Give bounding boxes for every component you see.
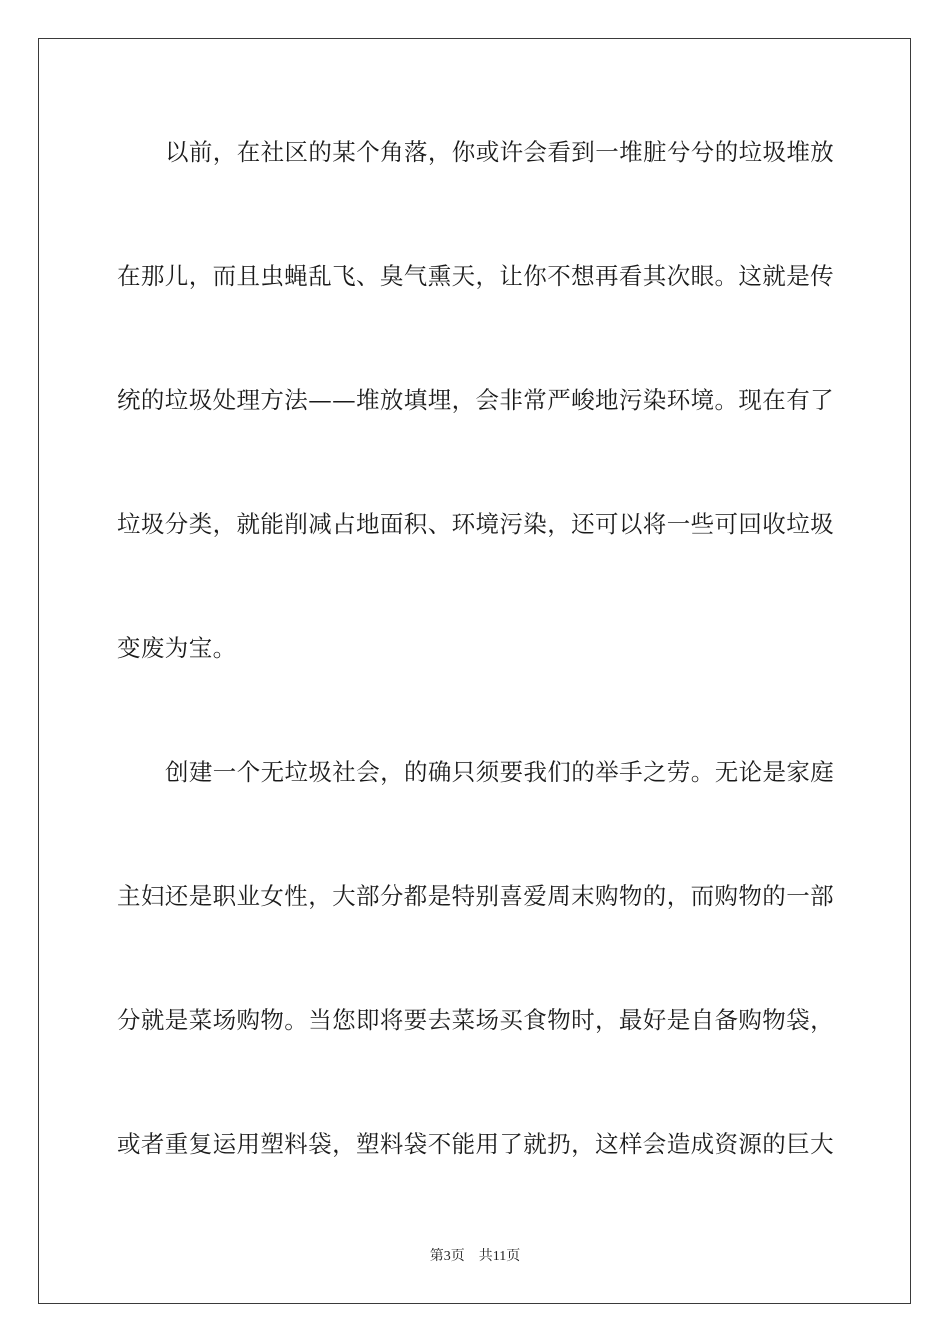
page-footer <box>0 1248 950 1266</box>
paragraph-2-line-2: 主妇还是职业女性，大部分都是特别喜爱周末购物的，而购物的一部 <box>117 882 834 910</box>
paragraph-2-line-4: 或者重复运用塑料袋，塑料袋不能用了就扔，这样会造成资源的巨大 <box>117 1130 834 1158</box>
page-number: 第3页 <box>429 1249 465 1264</box>
page-total: 共11页 <box>478 1249 521 1264</box>
paragraph-1-line-5: 变废为宝。 <box>117 634 237 662</box>
paragraph-1-line-3: 统的垃圾处理方法——堆放填埋，会非常严峻地污染环境。现在有了 <box>117 386 834 414</box>
paragraph-2-line-3: 分就是菜场购物。当您即将要去菜场买食物时，最好是自备购物袋， <box>117 1006 834 1034</box>
paragraph-1-line-2: 在那儿，而且虫蝇乱飞、臭气熏天，让你不想再看其次眼。这就是传 <box>117 262 834 290</box>
page-border <box>38 38 911 1304</box>
paragraph-1-line-4: 垃圾分类，就能削减占地面积、环境污染，还可以将一些可回收垃圾 <box>117 510 834 538</box>
paragraph-1-line-1: 以前，在社区的某个角落，你或许会看到一堆脏兮兮的垃圾堆放 <box>165 138 835 166</box>
paragraph-2-line-1: 创建一个无垃圾社会，的确只须要我们的举手之劳。无论是家庭 <box>165 758 835 786</box>
